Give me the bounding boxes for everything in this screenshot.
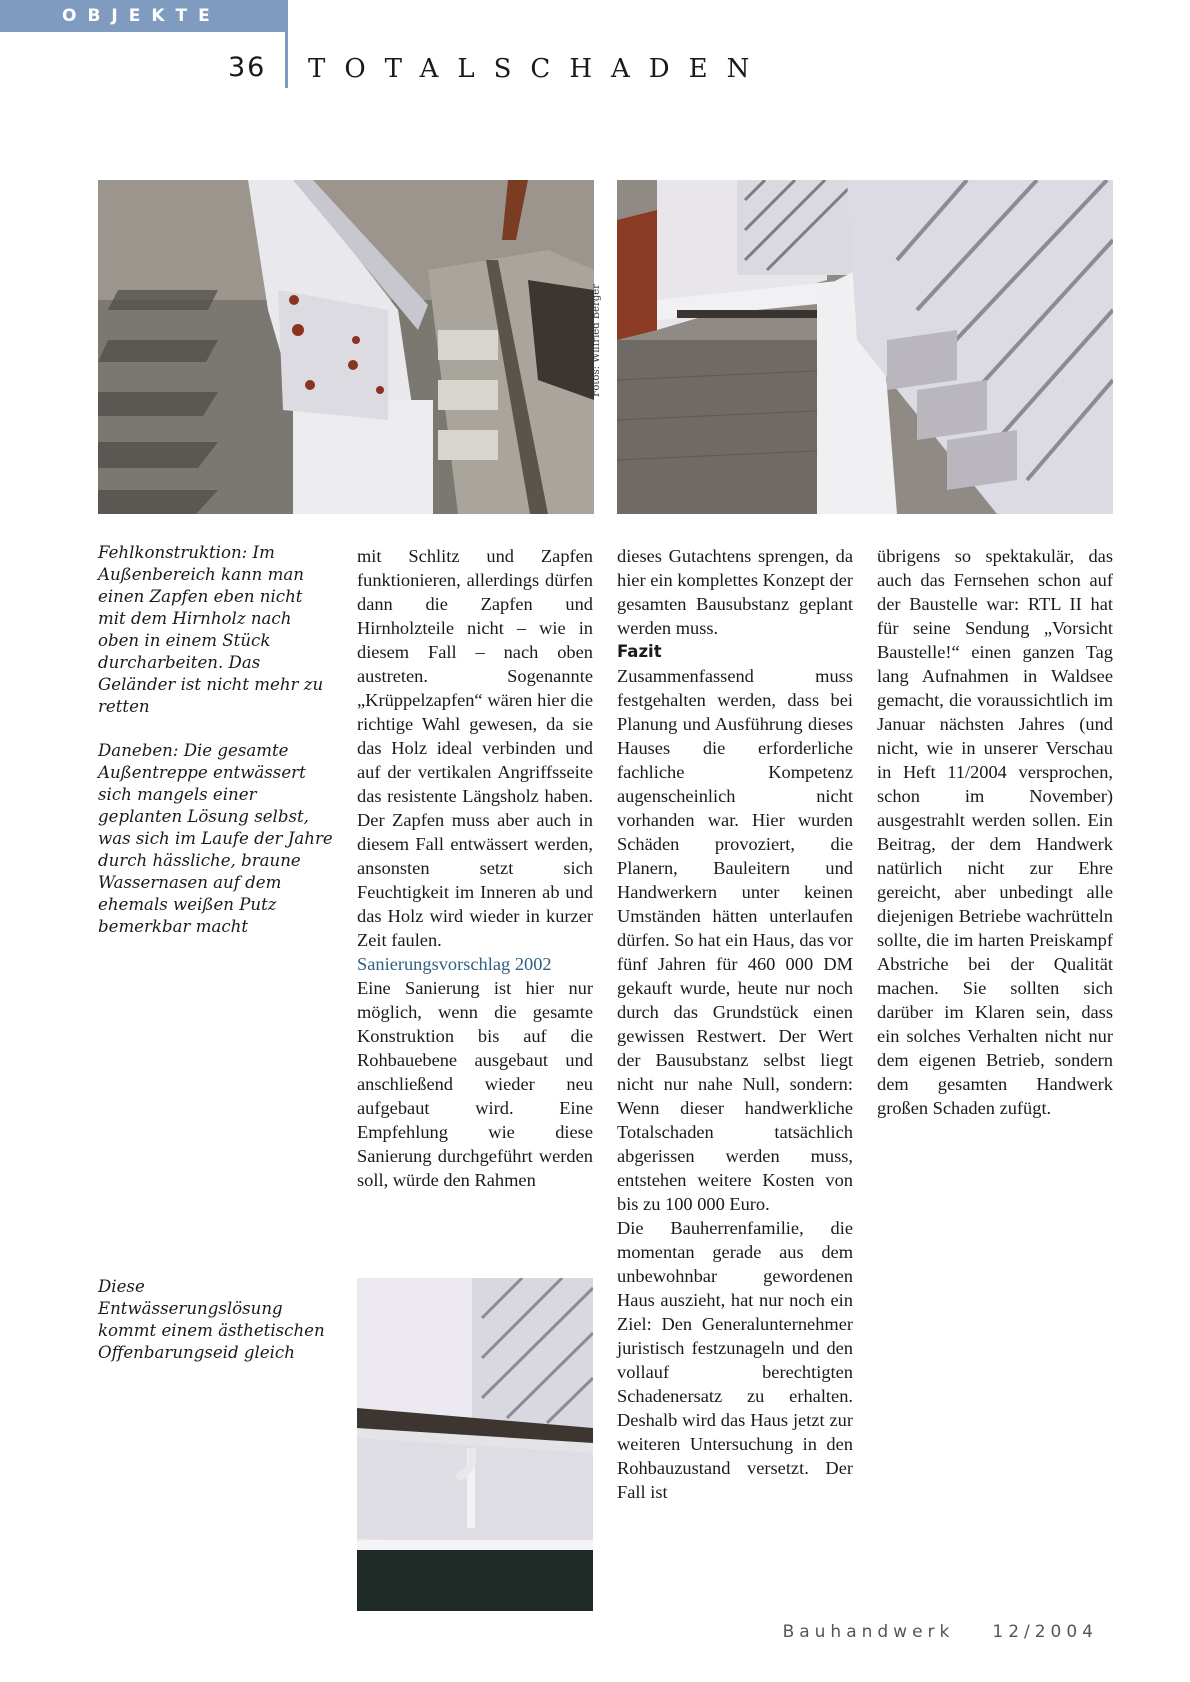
photo-railing-joint <box>98 180 594 514</box>
paragraph: Die Bauherrenfamilie, die momentan gerade aus dem unbewohnbar gewordenen Haus auszieht, hat nur noch ein Ziel: Den Generalunternehmer juristisch festzunageln und den vollauf berechtigten Schadenersatz zu erhalten. Deshalb wird das Haus jetzt zur weiteren Untersuchung in den Rohbauzustand versetzt. Der Fall ist <box>617 1218 853 1502</box>
section-tab: OBJEKTE <box>0 0 288 32</box>
caption-photo-drainage <box>98 1276 334 1386</box>
paragraph: Zusammenfassend muss festgehalten werden, dass bei Planung und Ausführung dieses Hauses die erforderliche fachliche Kompetenz augenscheinlich nicht vorhanden war. Hier wurden Schäden provoziert, die Planern, Bauleitern und Handwerkern unter keinen Umständen hätten unterlaufen dürfen. So hat ein Haus, das vor fünf Jahren für 460 000 DM gekauft wurde, heute nur noch durch das Grundstück einen gewissen Restwert. Der Wert der Bausubstanz selbst liegt nicht nur nahe Null, sondern: Wenn dieser handwerkliche Totalschaden tatsächlich abgerissen werden muss, entstehen weitere Kosten von bis zu 100 000 Euro. <box>617 666 853 1214</box>
photo-credit: Fotos: Wilfried Berger <box>591 284 602 397</box>
page-number: 36 <box>228 52 267 83</box>
paragraph: übrigens so spektakulär, das auch das Fernsehen schon auf der Baustelle war: RTL II hat für seine Sendung „Vorsicht Baustelle!“ einen ganzen Tag lang Aufnahmen in Waldsee gemacht, die voraussichtlich im Januar nächsten Jahres (und nicht, wie in unserer Verschau in Heft 11/2004 versprochen, schon im November) ausgestrahlt werden sollen. Ein Beitrag, der dem Handwerk natürlich nicht zur Ehre gereicht, aber unbedingt alle diejenigen Betriebe wachrütteln sollte, die im harten Preiskampf Abstriche bei der Qualität machen. Sie sollten sich darüber im Klaren sein, dass ein solches Verhalten nicht nur dem eigenen Betrieb, sondern dem gesamten Handwerk großen Schaden zufügt. <box>877 546 1113 1118</box>
header-rule <box>285 30 288 88</box>
photo-exterior-stair <box>617 180 1113 514</box>
caption-column <box>98 542 334 960</box>
article-column-4 <box>877 544 1113 1120</box>
paragraph: dieses Gutachtens sprengen, da hier ein komplettes Konzept der gesamten Bausubstanz geplant werden muss. <box>617 546 853 638</box>
paragraph: mit Schlitz und Zapfen funktionieren, allerdings dürfen dann die Zapfen und Hirnholzteile nicht – wie in diesem Fall – nach oben austreten. Sogenannte „Krüppelzapfen“ wären hier die richtige Wahl gewesen, da sie das Holz ideal verbinden und auf der vertikalen Angriffsseite das resistente Längsholz haben. Der Zapfen muss aber auch in diesem Fall entwässert werden, ansonsten setzt sich Feuchtigkeit im Inneren ab und das Holz wird wieder in kurzer Zeit faulen. <box>357 546 593 950</box>
caption-photo-stair: Daneben: Die gesamte Außentreppe entwässert sich mangels einer geplanten Lösung selbst, was sich im Laufe der Jahre durch hässliche, braune Wassernasen auf dem ehemals weißen Putz bemerkbar macht <box>98 741 333 936</box>
article-column-2 <box>357 544 593 1192</box>
magazine-name: Bauhandwerk <box>782 1622 955 1642</box>
footer <box>783 1622 1098 1642</box>
subheading-sanierung: Sanierungsvorschlag 2002 <box>357 954 552 974</box>
caption-photo-railing: Fehlkonstruktion: Im Außenbereich kann man einen Zapfen eben nicht mit dem Hirnholz nach oben in einem Stück durcharbeiten. Das Geländer ist nicht mehr zu retten <box>98 543 324 716</box>
photo-drainage <box>357 1278 593 1611</box>
issue-number: 12/2004 <box>992 1622 1098 1642</box>
paragraph: Eine Sanierung ist hier nur möglich, wenn die gesamte Konstruktion bis auf die Rohbauebene ausgebaut und anschließend wieder neu aufgebaut wird. Eine Empfehlung wie diese Sanierung durchgeführt werden soll, würde den Rahmen <box>357 978 593 1190</box>
page-title: TOTALSCHADEN <box>308 54 769 84</box>
caption-photo-drainage-text: Diese Entwässerungslösung kommt einem ästhetischen Offenbarungseid gleich <box>98 1277 325 1362</box>
article-column-3 <box>617 544 853 1504</box>
subheading-fazit: Fazit <box>617 642 662 661</box>
